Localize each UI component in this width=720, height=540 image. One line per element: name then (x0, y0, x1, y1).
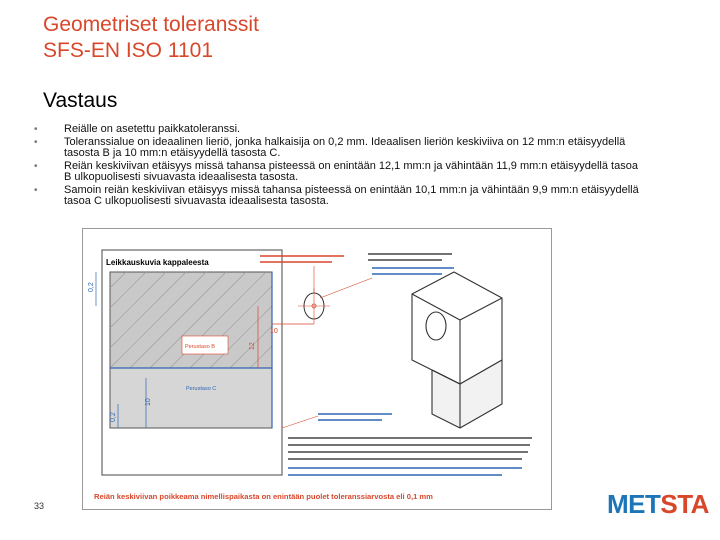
title-line-1: Geometriset toleranssit (43, 13, 259, 36)
title-line-2: SFS-EN ISO 1101 (43, 39, 214, 62)
bullet-text: Samoin reiän keskiviivan etäisyys missä tahansa pisteessä on enintään 10,1 mm:n ja vähintään 9,9 mm:n etäisyydellä tasoa C ulkopuolisesti sivuavasta ideaalisesta tasosta. (64, 183, 639, 207)
bullet-list (34, 124, 644, 209)
section-heading: Vastaus (43, 89, 118, 112)
bullet-text: Reiälle on asetettu paikkatoleranssi. (64, 123, 241, 135)
bullet-item (34, 161, 644, 184)
bullet-item (34, 137, 644, 160)
tolerance-figure (82, 228, 552, 510)
datum-c-label: Perustaso C (186, 386, 217, 392)
lower-block (110, 368, 272, 428)
bullet-text: Reiän keskiviivan etäisyys missä tahansa pisteessä on enintään 12,1 mm:n ja vähintään 11,9 mm:n etäisyydellä tasoa B ulkopuolisesti sivuavasta ideaalisesta tasosta. (64, 159, 638, 183)
metsta-logo (607, 490, 709, 518)
dim-10-h-label: 10 (270, 328, 278, 335)
bullet-icon: • (34, 136, 38, 148)
tolerance-drawing (82, 228, 552, 510)
logo-part-1: MET (607, 489, 661, 519)
slide-title (43, 12, 259, 64)
dim-12-label: 12 (249, 342, 256, 350)
dim-02b-label: 0,2 (110, 412, 117, 422)
panel-title: Leikkauskuvia kappaleesta (106, 258, 209, 267)
bullet-item (34, 124, 644, 136)
bullet-icon: • (34, 160, 38, 172)
bullet-icon: • (34, 184, 38, 196)
dim-02-label: 0,2 (88, 282, 95, 292)
dim-10-v-label: 10 (145, 398, 152, 406)
logo-part-2: STA (660, 489, 709, 519)
bullet-text: Toleranssialue on ideaalinen lieriö, jonka halkaisija on 0,2 mm. Ideaalisen lieriön keskiviiva on 12 mm:n etäisyydellä tasosta B ja 10 mm:n etäisyydellä tasosta C. (64, 135, 626, 159)
bullet-icon: • (34, 124, 38, 135)
bullet-item (34, 185, 644, 208)
figure-caption: Reiän keskiviivan poikkeama nimellispaikasta on enintään puolet toleranssiarvosta eli 0,1 mm (94, 492, 433, 501)
page-number: 33 (34, 501, 45, 511)
datum-b-label: Perustaso B (185, 344, 215, 350)
